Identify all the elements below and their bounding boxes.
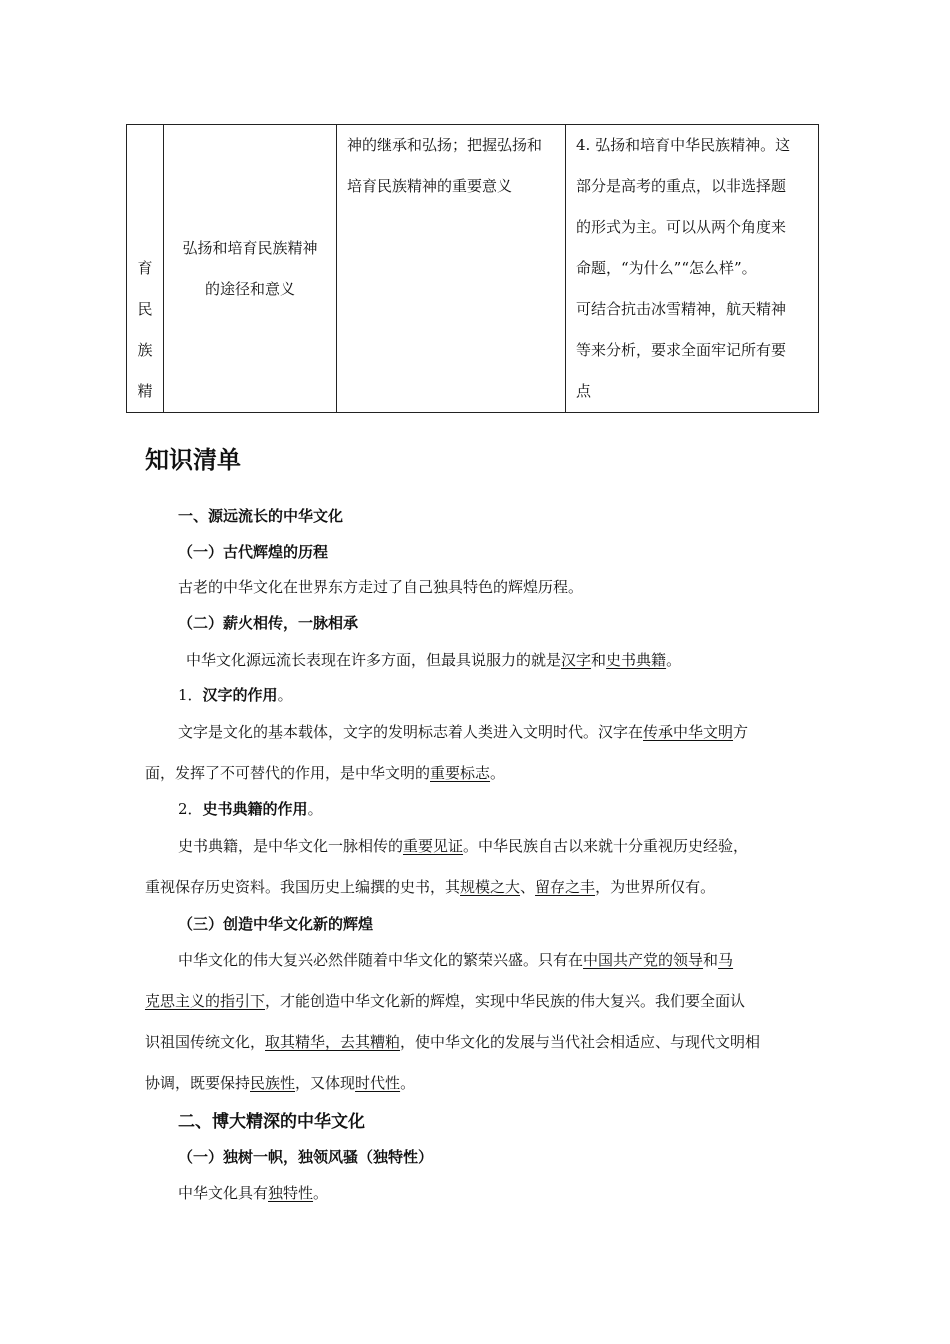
topic-char: 族: [137, 341, 153, 359]
key-term: 留存之丰: [535, 878, 596, 896]
text-run: 。: [400, 1074, 416, 1092]
section-heading: 一、源远流长的中华文化: [178, 507, 344, 525]
section-heading: 二、博大精深的中华文化: [178, 1112, 365, 1132]
paragraph-line: [145, 1072, 810, 1093]
subsection-heading: （一）古代辉煌的历程: [178, 543, 329, 561]
topic-char: 精: [137, 382, 153, 400]
key-term: 史书典籍: [606, 651, 667, 669]
text-run: 协调，既要保持: [145, 1074, 251, 1092]
text-run: 。: [490, 764, 506, 782]
text-run: 方: [733, 723, 749, 741]
text-run: 。: [313, 1184, 329, 1202]
text-run: 。: [666, 651, 682, 669]
list-item-heading: [178, 684, 843, 705]
key-term: 传承中华文明: [643, 723, 734, 741]
topic-char: 育: [137, 259, 153, 277]
paragraph-line: [145, 876, 810, 897]
key-term: 重要见证: [403, 837, 464, 855]
text-run: 中华文化源远流长表现在许多方面，但最具说服力的就是: [186, 651, 562, 669]
key-term: 独特性: [268, 1184, 314, 1202]
list-label: 汉字的作用: [202, 686, 278, 704]
text-run: ，为世界所仅有。: [595, 878, 716, 896]
key-term: 时代性: [355, 1074, 401, 1092]
key-term: 重要标志: [430, 764, 491, 782]
subsection-heading: （二）薪火相传，一脉相承: [178, 614, 359, 632]
cell-text-line: 等来分析，要求全面牢记所有要: [576, 341, 787, 359]
list-number: 2．: [178, 800, 203, 818]
paragraph-line: [145, 762, 810, 783]
text-run: 中华文化具有: [178, 1184, 269, 1202]
paragraph-line: [145, 990, 810, 1011]
key-term: 汉字: [561, 651, 592, 669]
table-cell-topic: [127, 125, 164, 413]
syllabus-table: [126, 124, 819, 413]
text-run: 。: [307, 800, 323, 818]
key-term: 克思主义的指引下: [145, 992, 266, 1010]
text-run: 、: [520, 878, 536, 896]
list-item-heading: [178, 798, 843, 819]
list-label: 史书典籍的作用: [202, 800, 308, 818]
topic-char: 民: [137, 300, 153, 318]
text-run: 文字是文化的基本载体，文字的发明标志着人类进入文明时代。汉字在: [178, 723, 644, 741]
paragraph-line: [145, 1031, 810, 1052]
table-row: [127, 125, 819, 413]
paragraph-line: [178, 721, 843, 742]
paragraph-line: 古老的中华文化在世界东方走过了自己独具特色的辉煌历程。: [178, 578, 584, 596]
text-run: 史书典籍，是中华文化一脉相传的: [178, 837, 404, 855]
text-run: 重视保存历史资料。我国历史上编撰的史书，其: [145, 878, 461, 896]
text-run: 和: [591, 651, 607, 669]
cell-text-line: 神的继承和弘扬；把握弘扬和: [347, 136, 543, 154]
paragraph-line: [178, 835, 843, 856]
paragraph-line: [186, 649, 851, 670]
cell-text-line: 的途径和意义: [204, 279, 295, 298]
subsection-heading: （一）独树一帜，独领风骚（独特性）: [178, 1148, 434, 1166]
paragraph-line: [178, 949, 843, 970]
key-term: 民族性: [250, 1074, 296, 1092]
cell-text-line: 弘扬和培育民族精神: [182, 238, 318, 257]
cell-text-line: 点: [576, 382, 592, 400]
table-cell-analysis: [566, 125, 819, 413]
cell-text-line: 可结合抗击冰雪精神，航天精神: [576, 300, 787, 318]
text-run: ，才能创造中华文化新的辉煌，实现中华民族的伟大复兴。我们要全面认: [265, 992, 746, 1010]
cell-text-line: 命题，“为什么”“怎么样”。: [576, 259, 757, 277]
page-title: 知识清单: [145, 445, 241, 474]
text-run: 面，发挥了不可替代的作用，是中华文明的: [145, 764, 431, 782]
text-run: 。中华民族自古以来就十分重视历史经验，: [463, 837, 749, 855]
cell-text-line: 的形式为主。可以从两个角度来: [576, 218, 787, 236]
cell-text-line: 部分是高考的重点，以非选择题: [576, 177, 787, 195]
text-run: 识祖国传统文化，: [145, 1033, 266, 1051]
cell-text-line: 培育民族精神的重要意义: [347, 177, 513, 195]
key-term: 取其精华，去其糟粕: [265, 1033, 401, 1051]
table-cell-requirement: [337, 125, 566, 413]
text-run: ，又体现: [295, 1074, 356, 1092]
text-run: 中华文化的伟大复兴必然伴随着中华文化的繁荣兴盛。只有在: [178, 951, 584, 969]
text-run: ，使中华文化的发展与当代社会相适应、与现代文明相: [400, 1033, 761, 1051]
vertical-topic-text: [127, 125, 163, 412]
table-cell-point: [164, 125, 337, 413]
key-term: 中国共产党的领导: [583, 951, 704, 969]
text-run: 和: [703, 951, 719, 969]
key-term: 马: [718, 951, 734, 969]
key-term: 规模之大: [460, 878, 521, 896]
paragraph-line: [178, 1182, 843, 1203]
list-number: 1．: [178, 686, 203, 704]
subsection-heading: （三）创造中华文化新的辉煌: [178, 915, 374, 933]
cell-text-line: 4. 弘扬和培育中华民族精神。这: [576, 136, 791, 154]
text-run: 。: [277, 686, 293, 704]
